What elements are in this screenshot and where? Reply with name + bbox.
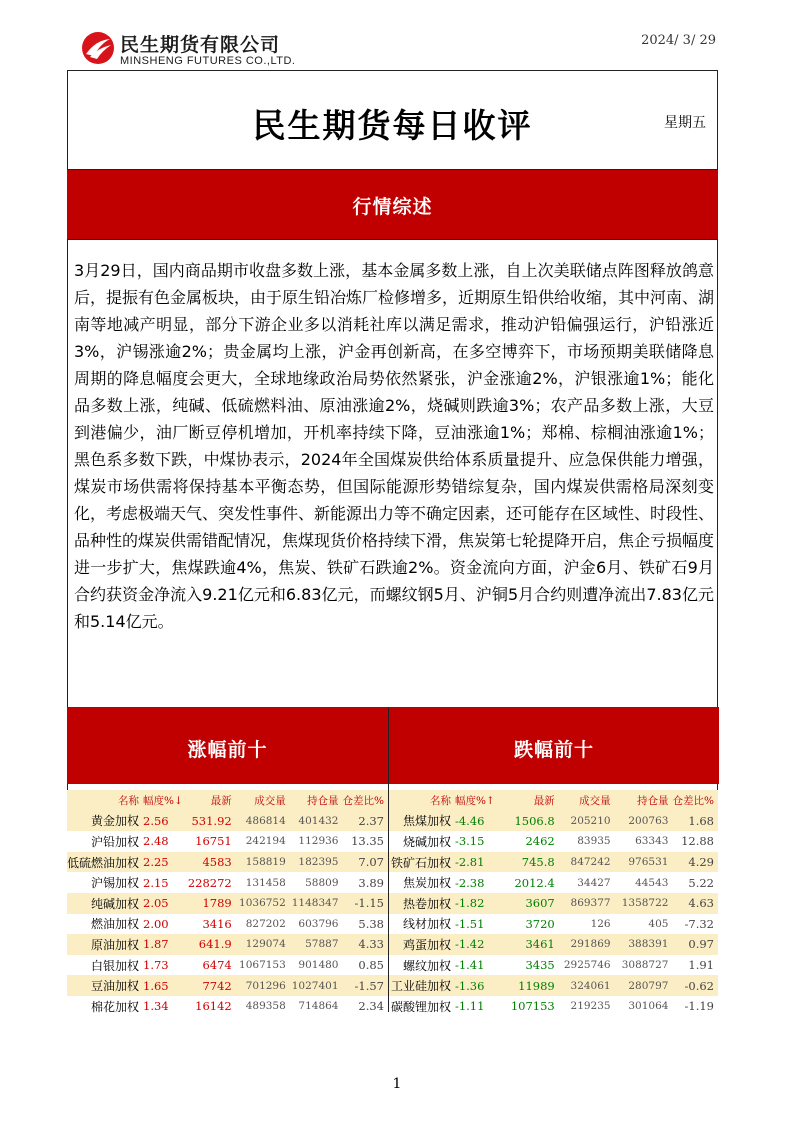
open-interest: 405 <box>648 917 669 930</box>
last-price: 11989 <box>518 978 555 993</box>
table-row[interactable] <box>67 852 388 873</box>
oi-change-ratio: 4.63 <box>688 896 714 911</box>
volume: 827202 <box>245 917 286 930</box>
table-row[interactable] <box>67 811 388 832</box>
last-price: 2012.4 <box>514 875 555 890</box>
column-header[interactable]: 成交量 <box>254 794 286 807</box>
last-price: 107153 <box>510 999 555 1014</box>
change-pct: 1.87 <box>143 937 169 952</box>
contract-name: 焦炭加权 <box>402 876 451 891</box>
oi-change-ratio: 2.34 <box>358 999 384 1014</box>
oi-change-ratio: 4.29 <box>688 855 714 870</box>
report-date: 2024/ 3/ 29 <box>641 33 716 48</box>
oi-change-ratio: 0.97 <box>688 937 714 952</box>
last-price: 6474 <box>202 958 232 973</box>
oi-change-ratio: -7.32 <box>684 916 714 931</box>
change-pct: -1.51 <box>454 916 485 931</box>
column-header[interactable]: 仓差比% <box>342 794 384 807</box>
volume: 83935 <box>577 835 611 848</box>
losers-heading: 跌幅前十 <box>513 739 594 761</box>
open-interest: 901480 <box>298 959 339 972</box>
open-interest: 58809 <box>305 876 339 889</box>
contract-name: 纯碱加权 <box>91 896 140 911</box>
volume: 2925746 <box>563 959 611 972</box>
contract-name: 燃油加权 <box>91 917 140 932</box>
volume: 158819 <box>245 856 286 869</box>
last-price: 1789 <box>202 896 232 911</box>
table-row[interactable] <box>389 852 718 873</box>
open-interest: 200763 <box>628 814 669 827</box>
page-title: 民生期货每日收评 <box>252 106 533 145</box>
overview-heading: 行情综述 <box>352 196 433 218</box>
table-row[interactable] <box>67 934 388 955</box>
last-price: 4583 <box>202 855 232 870</box>
table-row[interactable] <box>389 934 718 955</box>
contract-name: 焦煤加权 <box>402 814 451 829</box>
contract-name: 工业硅加权 <box>390 979 451 994</box>
contract-name: 黄金加权 <box>91 814 140 829</box>
contract-name: 螺纹加权 <box>402 958 451 973</box>
change-pct: 2.15 <box>143 875 169 890</box>
volume: 486814 <box>245 814 286 827</box>
change-pct: -1.42 <box>454 937 485 952</box>
volume: 219235 <box>570 1000 611 1013</box>
contract-name: 沪锡加权 <box>91 876 140 891</box>
table-header-row <box>389 790 718 811</box>
gainers-panel <box>67 707 388 1012</box>
change-pct: -2.38 <box>454 875 485 890</box>
table-row[interactable] <box>389 955 718 976</box>
open-interest: 714864 <box>298 1000 339 1013</box>
volume: 242194 <box>245 835 286 848</box>
oi-change-ratio: 5.22 <box>688 875 714 890</box>
change-pct: -1.11 <box>454 999 485 1014</box>
oi-change-ratio: 7.07 <box>358 855 384 870</box>
volume: 291869 <box>570 938 611 951</box>
last-price: 3607 <box>525 896 555 911</box>
last-price: 1506.8 <box>514 813 555 828</box>
open-interest: 388391 <box>628 938 669 951</box>
table-row[interactable] <box>389 831 718 852</box>
table-row[interactable] <box>389 996 718 1017</box>
overview-banner <box>67 169 718 240</box>
oi-change-ratio: 1.68 <box>688 813 714 828</box>
table-row[interactable] <box>389 811 718 832</box>
change-pct: -1.36 <box>454 978 485 993</box>
column-header[interactable]: 持仓量 <box>636 794 669 807</box>
change-pct: -1.82 <box>454 896 485 911</box>
volume: 847242 <box>570 856 611 869</box>
volume: 129074 <box>245 938 286 951</box>
contract-name: 烧碱加权 <box>402 834 451 849</box>
losers-table <box>389 790 718 1017</box>
change-pct: 1.34 <box>143 999 169 1014</box>
last-price: 745.8 <box>521 855 555 870</box>
oi-change-ratio: 1.91 <box>688 958 714 973</box>
open-interest: 44543 <box>635 876 669 889</box>
column-header[interactable]: 仓差比% <box>672 794 714 807</box>
column-header[interactable]: 最新 <box>210 794 232 807</box>
table-row[interactable] <box>67 893 388 914</box>
contract-name: 棉花加权 <box>91 999 140 1014</box>
volume: 126 <box>590 917 611 930</box>
gainers-heading: 涨幅前十 <box>187 739 268 761</box>
company-name-cn: 民生期货有限公司 <box>120 34 281 56</box>
change-pct: 1.73 <box>143 958 169 973</box>
oi-change-ratio: 12.88 <box>681 834 714 849</box>
volume: 1067153 <box>239 959 286 972</box>
change-pct: 1.65 <box>143 978 169 993</box>
table-row[interactable] <box>67 955 388 976</box>
table-row[interactable] <box>389 914 718 935</box>
last-price: 3416 <box>202 916 232 931</box>
last-price: 16751 <box>195 834 232 849</box>
oi-change-ratio: -1.15 <box>354 896 384 911</box>
table-row[interactable] <box>67 914 388 935</box>
open-interest: 280797 <box>628 979 669 992</box>
open-interest: 603796 <box>298 917 339 930</box>
page-number: 1 <box>392 1076 402 1092</box>
volume: 205210 <box>570 814 611 827</box>
oi-change-ratio: -1.57 <box>354 978 384 993</box>
table-row[interactable] <box>389 893 718 914</box>
volume: 869377 <box>570 897 611 910</box>
contract-name: 白银加权 <box>91 958 140 973</box>
column-header[interactable]: 持仓量 <box>307 794 339 807</box>
table-row[interactable] <box>67 872 388 893</box>
contract-name: 鸡蛋加权 <box>402 937 451 952</box>
overview-text: 3月29日，国内商品期市收盘多数上涨，基本金属多数上涨，自上次美联储点阵图释放鸽意后，提振有色金属板块，由于原生铅冶炼厂检修增多，近期原生铅供给收缩，其中河南、湖南等地减产明显，部分下游企业多以消耗社库以满足需求，推动沪铅偏强运行，沪铅涨近3%，沪锡涨逾2%；贵金属均上涨，沪金再创新高，在多空博弈下，市场预期美联储降息周期的降息幅度会更大，全球地缘政治局势依然紧张，沪金涨逾2%，沪银涨逾1%；能化品多数上涨，纯碱、低硫燃料油、原油涨逾2%，烧碱则跌逾3%；农产品多数上涨，大豆到港偏少，油厂断豆停机增加，开机率持续下降，豆油涨逾1%；郑棉、棕榈油涨逾1%；黑色系多数下跌，中煤协表示，2024年全国煤炭供给体系质量提升、应急保供能力增强，煤炭市场供需将保持基本平衡态势，但国际能源形势错综复杂，国内煤炭供需格局深刻变化，考虑极端天气、突发性事件、新能源出力等不确定因素，还可能存在区域性、时段性、品种性的煤炭供需错配情况，焦煤现货价格持续下滑，焦炭第七轮提降开启，焦企亏损幅度进一步扩大，焦煤跌逾4%，焦炭、铁矿石跌逾2%。资金流向方面，沪金6月、铁矿石9月合约获资金净流入9.21亿元和6.83亿元，而螺纹钢5月、沪铜5月合约则遭净流出7.83亿元和5.14亿元。 <box>74 261 715 631</box>
column-header[interactable]: 幅度%↑ <box>454 794 495 807</box>
contract-name: 低硫燃油加权 <box>67 855 140 870</box>
open-interest: 112936 <box>298 835 339 848</box>
oi-change-ratio: 3.89 <box>358 875 384 890</box>
open-interest: 401432 <box>298 814 339 827</box>
change-pct: 2.05 <box>143 896 169 911</box>
table-row[interactable] <box>67 831 388 852</box>
volume: 34427 <box>577 876 611 889</box>
oi-change-ratio: 2.37 <box>358 813 384 828</box>
contract-name: 碳酸锂加权 <box>390 999 451 1014</box>
table-row[interactable] <box>389 975 718 996</box>
last-price: 7742 <box>202 978 232 993</box>
column-header[interactable]: 名称 <box>118 794 140 807</box>
table-header-row <box>67 790 388 811</box>
volume: 324061 <box>570 979 611 992</box>
gainers-table <box>67 790 388 1017</box>
volume: 701296 <box>245 979 286 992</box>
open-interest: 3088727 <box>621 959 669 972</box>
column-header[interactable]: 成交量 <box>579 794 611 807</box>
company-logo <box>80 28 320 72</box>
contract-name: 豆油加权 <box>91 979 140 994</box>
contract-name: 铁矿石加权 <box>390 855 451 870</box>
change-pct: 2.00 <box>143 916 169 931</box>
oi-change-ratio: 13.35 <box>351 834 384 849</box>
change-pct: -2.81 <box>454 855 485 870</box>
last-price: 228272 <box>187 875 232 890</box>
contract-name: 线材加权 <box>402 917 451 932</box>
table-row[interactable] <box>67 975 388 996</box>
column-header[interactable]: 名称 <box>429 794 451 807</box>
open-interest: 1148347 <box>291 897 339 910</box>
change-pct: 2.56 <box>143 813 169 828</box>
open-interest: 1358722 <box>621 897 669 910</box>
contract-name: 热卷加权 <box>402 896 451 911</box>
oi-change-ratio: 5.38 <box>358 916 384 931</box>
change-pct: 2.25 <box>143 855 169 870</box>
change-pct: 2.48 <box>143 834 169 849</box>
minsheng-logo-icon <box>80 30 116 66</box>
open-interest: 57887 <box>305 938 339 951</box>
weekday-label: 星期五 <box>664 115 706 131</box>
change-pct: -4.46 <box>454 813 485 828</box>
open-interest: 1027401 <box>291 979 339 992</box>
column-header[interactable]: 最新 <box>533 794 555 807</box>
last-price: 16142 <box>195 999 232 1014</box>
open-interest: 976531 <box>628 856 669 869</box>
open-interest: 63343 <box>635 835 669 848</box>
last-price: 2462 <box>525 834 555 849</box>
last-price: 3435 <box>525 958 555 973</box>
volume: 131458 <box>245 876 286 889</box>
oi-change-ratio: 4.33 <box>358 937 384 952</box>
oi-change-ratio: -1.19 <box>684 999 714 1014</box>
last-price: 3461 <box>525 937 555 952</box>
contract-name: 原油加权 <box>91 937 140 952</box>
change-pct: -3.15 <box>454 834 485 849</box>
company-name-en: MINSHENG FUTURES CO.,LTD. <box>120 55 296 67</box>
title-row <box>67 70 718 169</box>
losers-panel <box>388 707 719 1012</box>
oi-change-ratio: 0.85 <box>358 958 384 973</box>
column-header[interactable]: 幅度%↓ <box>143 794 183 807</box>
last-price: 641.9 <box>198 937 232 952</box>
volume: 1036752 <box>239 897 286 910</box>
change-pct: -1.41 <box>454 958 485 973</box>
last-price: 531.92 <box>191 813 232 828</box>
volume: 489358 <box>245 1000 286 1013</box>
losers-header <box>389 707 719 784</box>
table-row[interactable] <box>67 996 388 1017</box>
gainers-header <box>67 707 388 784</box>
oi-change-ratio: -0.62 <box>684 978 714 993</box>
last-price: 3720 <box>525 916 555 931</box>
open-interest: 301064 <box>628 1000 669 1013</box>
table-row[interactable] <box>389 872 718 893</box>
open-interest: 182395 <box>298 856 339 869</box>
contract-name: 沪铅加权 <box>91 834 140 849</box>
